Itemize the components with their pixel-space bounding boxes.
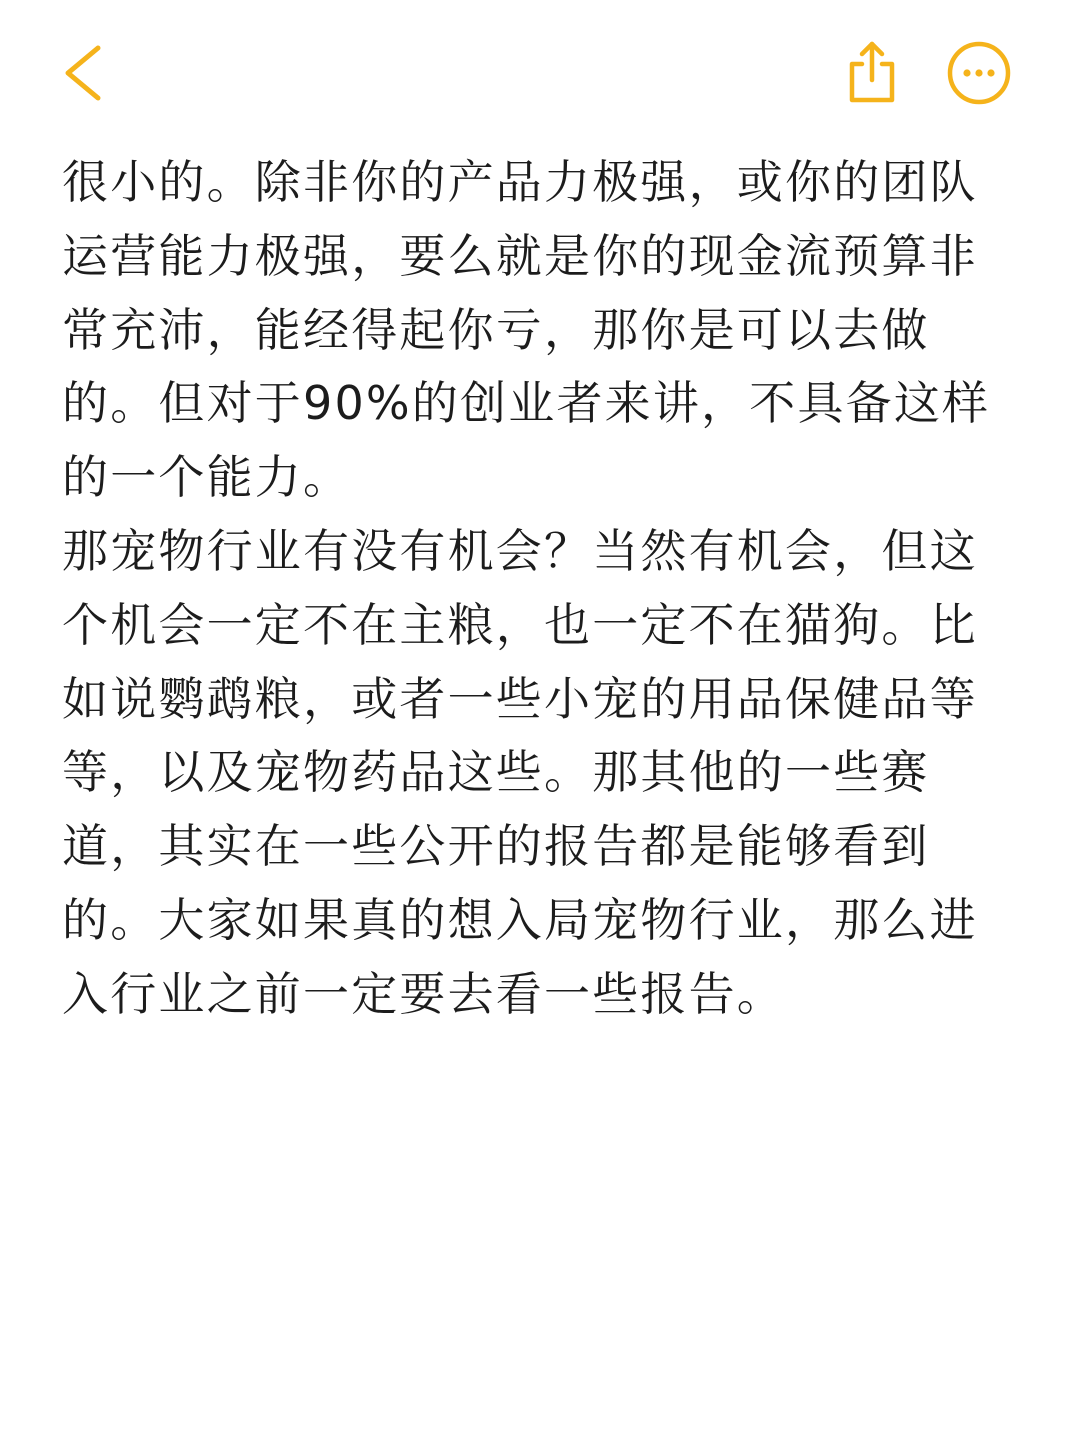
more-options-button[interactable] [946, 40, 1012, 106]
note-line: 个机会一定不在主粮，也一定不在猫狗。比 [62, 597, 978, 652]
note-line: 入行业之前一定要去看一些报告。 [62, 966, 785, 1021]
share-icon [840, 38, 904, 106]
note-line: 如说鹦鹉粮，或者一些小宠的用品保健品等 [62, 671, 978, 726]
share-button[interactable] [840, 38, 904, 106]
back-button[interactable] [56, 40, 112, 104]
note-line: 常充沛，能经得起你亏，那你是可以去做 [62, 302, 930, 357]
note-line: 运营能力极强，要么就是你的现金流预算非 [62, 228, 978, 283]
note-line: 那宠物行业有没有机会？当然有机会，但这 [62, 523, 978, 578]
chevron-left-icon [56, 40, 112, 104]
note-line: 的。但对于90%的创业者来讲，不具备这样 [62, 376, 991, 431]
top-toolbar [0, 0, 1080, 140]
note-line: 很小的。除非你的产品力极强，或你的团队 [62, 155, 978, 209]
note-line: 道，其实在一些公开的报告都是能够看到 [62, 819, 930, 874]
note-line: 等，以及宠物药品这些。那其他的一些赛 [62, 745, 930, 800]
ellipsis-circle-icon [946, 40, 1012, 106]
note-line: 的。大家如果真的想入局宠物行业，那么进 [62, 892, 978, 947]
note-line: 的一个能力。 [62, 450, 352, 505]
note-content[interactable] [62, 146, 992, 1032]
